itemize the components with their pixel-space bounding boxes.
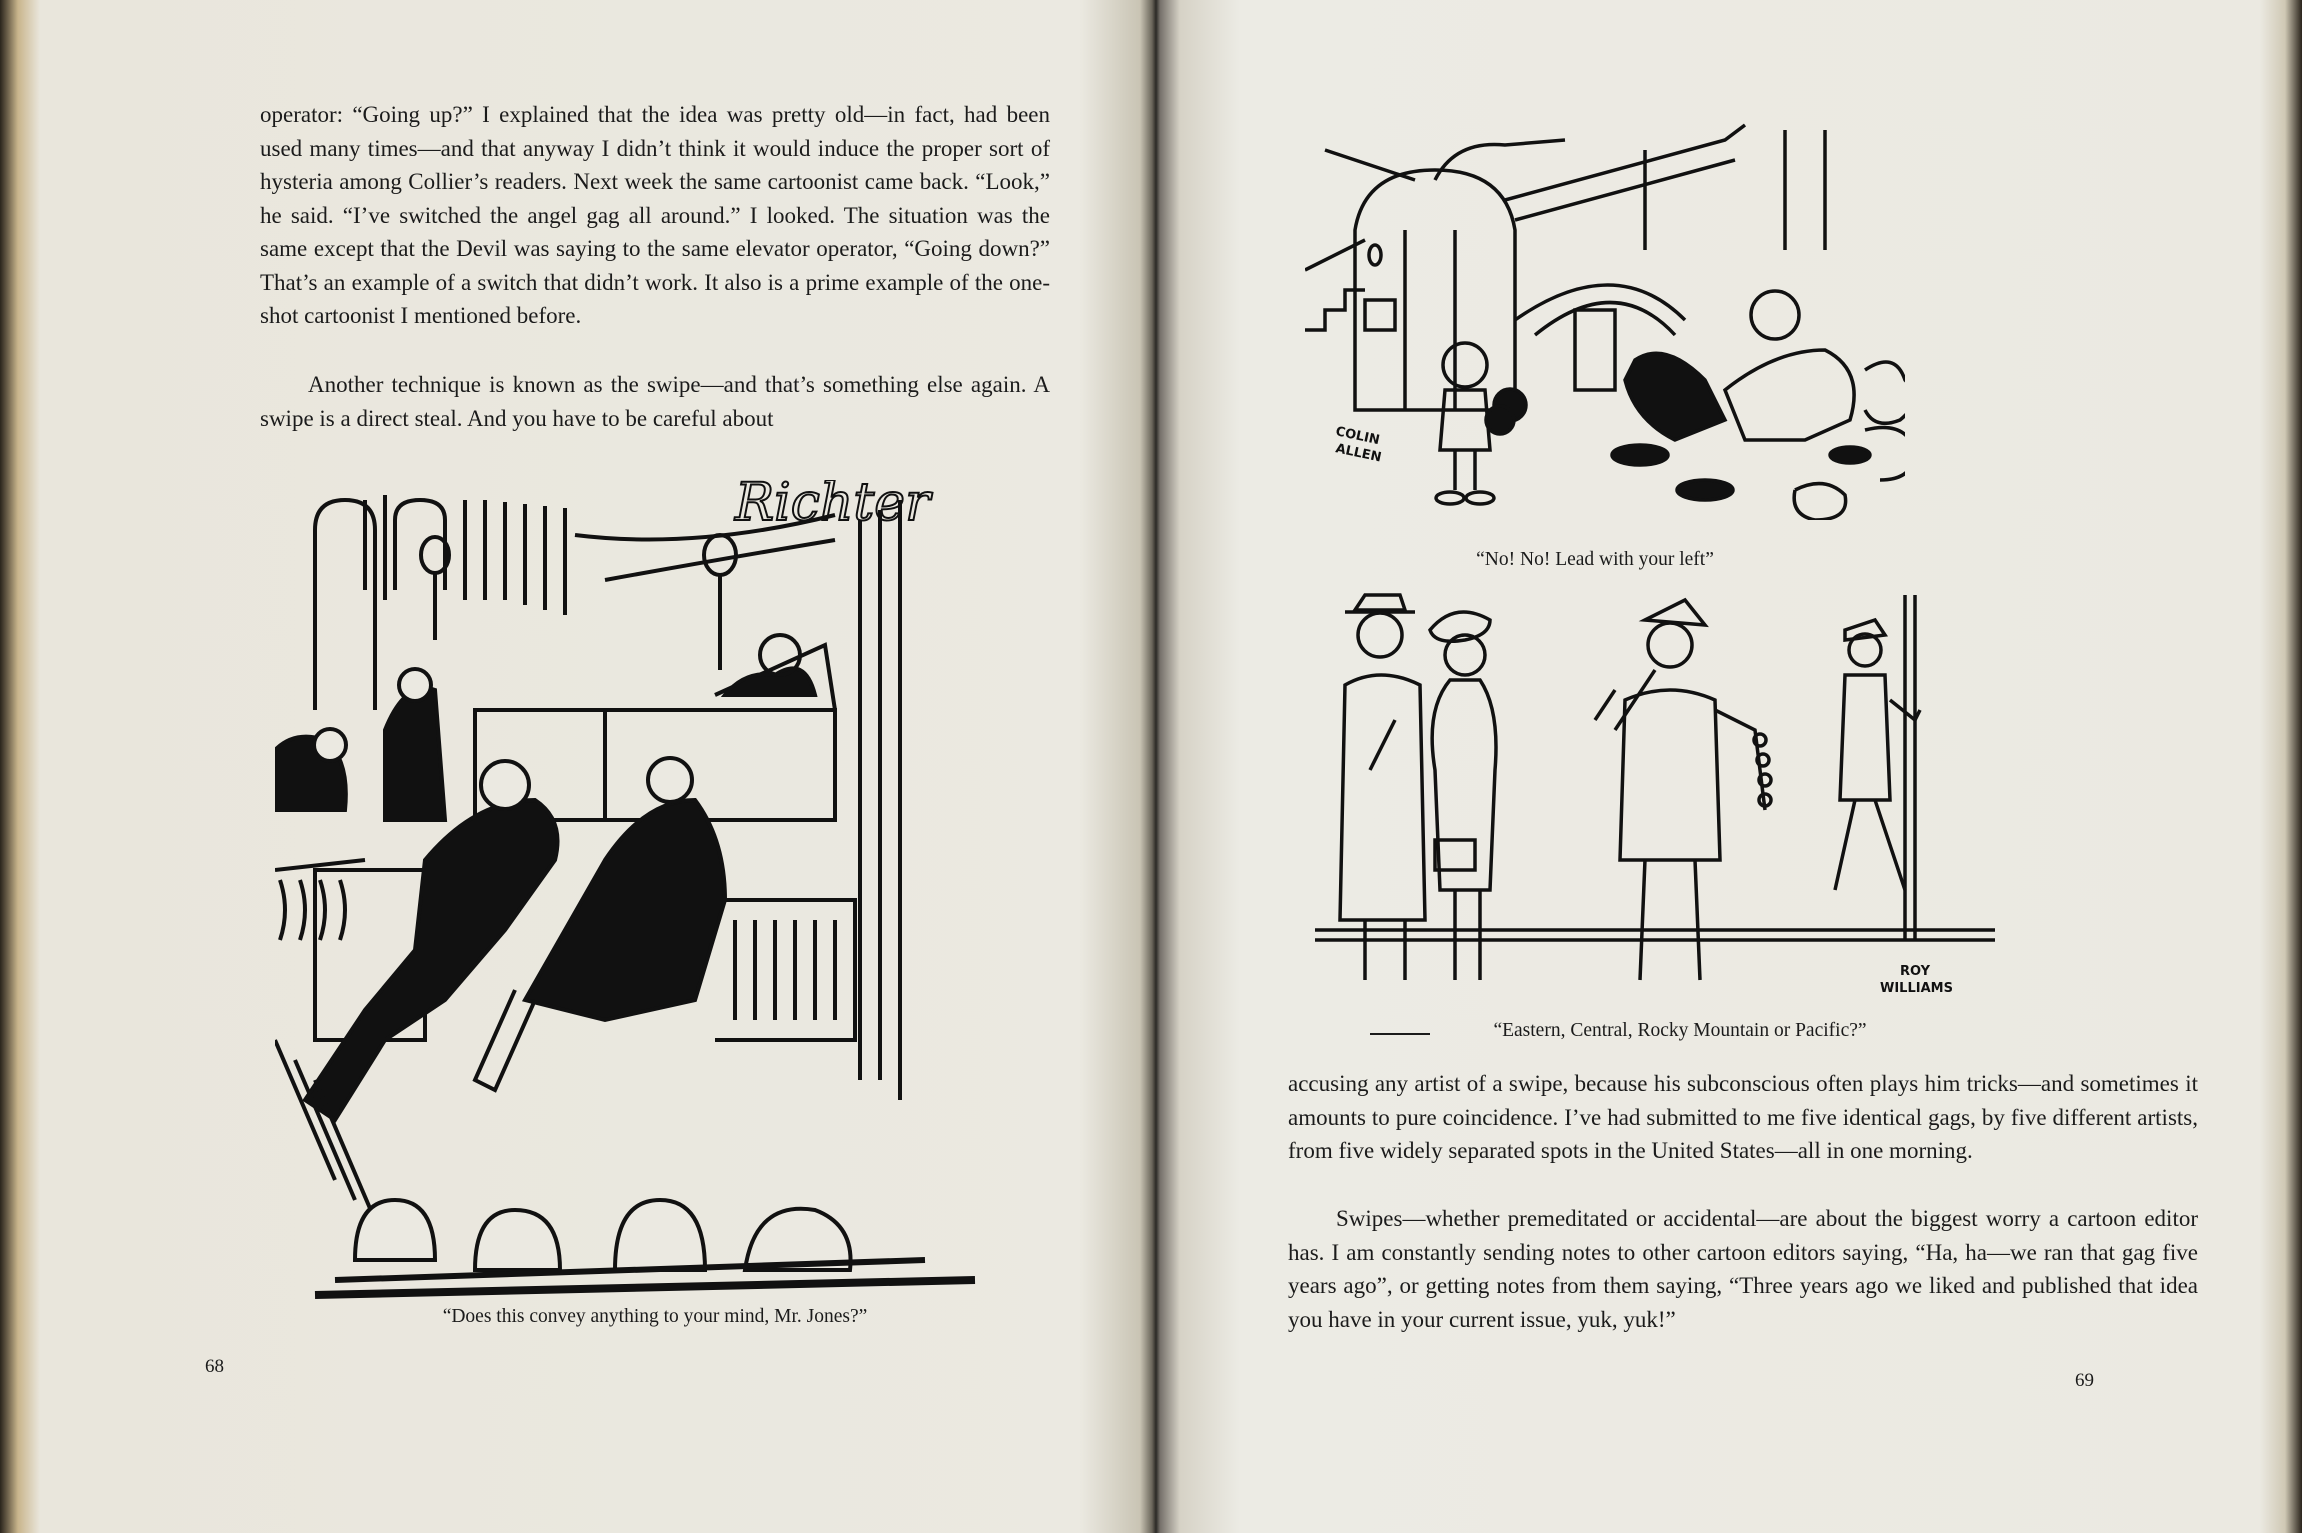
left-page xyxy=(40,0,1145,1533)
page-number-right: 69 xyxy=(2075,1370,2094,1391)
left-paragraph-2: Another technique is known as the swipe—and that’s something else again. A swipe is a direct steal. And you have to be careful about xyxy=(260,372,1050,431)
watches-cartoon-caption: “Eastern, Central, Rocky Mountain or Pacific?” xyxy=(1493,1020,1867,1041)
caption-dash xyxy=(1370,1033,1430,1035)
right-page xyxy=(1160,0,2265,1533)
cartoonist-signature-colin: COLIN xyxy=(1334,424,1381,449)
courtroom-cartoon xyxy=(275,480,1015,1300)
boxing-cartoon xyxy=(1305,120,1905,520)
boxing-cartoon-caption: “No! No! Lead with your left” xyxy=(1476,549,1714,570)
courtroom-illustration xyxy=(275,480,1015,1300)
watches-cartoon xyxy=(1315,590,1995,1010)
page-number-left: 68 xyxy=(205,1356,224,1377)
watches-illustration xyxy=(1315,590,1995,1010)
courtroom-cartoon-caption: “Does this convey anything to your mind, Mr. Jones?” xyxy=(442,1306,868,1327)
cartoonist-signature-richter: Richter xyxy=(735,480,930,533)
right-paragraph-2: Swipes—whether premeditated or accidental—are about the biggest worry a cartoon editor has. I am constantly sending notes to other cartoon editors saying, “Ha, ha—we ran that gag five years ago”, or getting notes from them saying, “Three years ago we liked and published that idea you have in your current issue, yuk, yuk!” xyxy=(1288,1206,2198,1332)
right-paragraph-1: accusing any artist of a swipe, because his subconscious often plays him tricks—and sometimes it amounts to pure coincidence. I’ve had submitted to me five identical gags, by five different artists, from five widely separated spots in the United States—all in one morning. xyxy=(1288,1071,2198,1163)
left-paragraph-1: operator: “Going up?” I explained that the idea was pretty old—in fact, had been used many times—and that anyway I didn’t think it would induce the proper sort of hysteria among Collier’s readers. Next week the same cartoonist came back. “Look,” he said. “I’ve switched the angel gag all around.” I looked. The situation was the same except that the Devil was saying to the same elevator operator, “Going down?” That’s an example of a switch that didn’t work. It also is a prime example of the one-shot cartoonist I mentioned before. xyxy=(260,102,1050,328)
boxing-illustration xyxy=(1305,120,1905,520)
cartoonist-signature-williams: WILLIAMS xyxy=(1880,981,1953,996)
cartoonist-signature-allen: ALLEN xyxy=(1334,441,1383,466)
cartoonist-signature-roy: ROY xyxy=(1900,964,1931,979)
